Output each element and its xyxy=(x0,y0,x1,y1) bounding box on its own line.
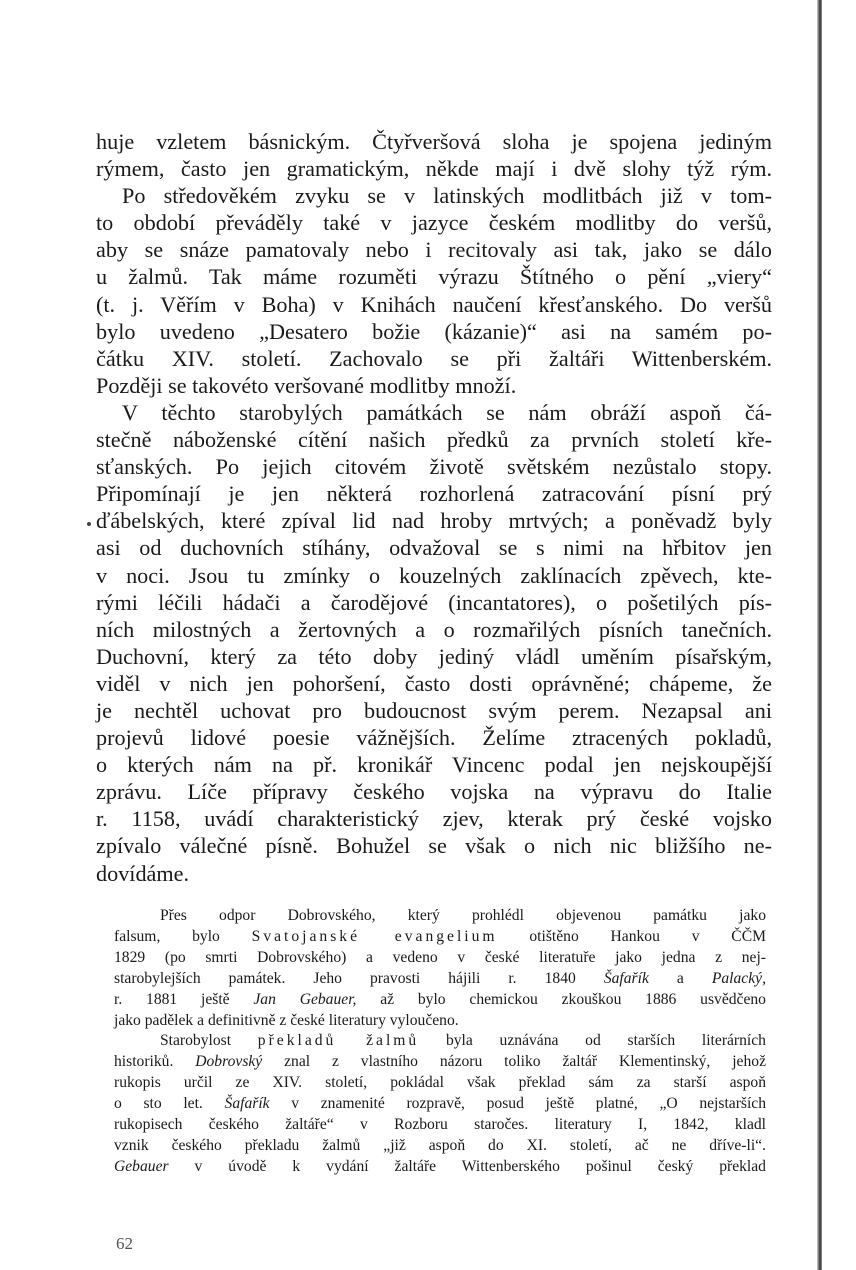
note-line xyxy=(114,927,766,948)
note-text-italic: Dobrovský xyxy=(195,1053,263,1071)
page-number: 62 xyxy=(116,1234,133,1253)
body-line: v noci. Jsou tu zmínky o kouzelných zaklínacích zpěvech, kte- xyxy=(96,562,772,588)
note-text: o sto let. xyxy=(114,1095,203,1113)
note-text: otištěno Hankou v ČČM xyxy=(529,927,766,945)
note-text: r. 1881 ještě xyxy=(114,990,230,1008)
note-text: falsum, bylo xyxy=(114,927,220,945)
body-line: viděl v nich jen pohoršení, často dosti oprávněné; chápeme, že xyxy=(96,670,772,696)
note-text: Starobylost xyxy=(160,1032,232,1050)
body-line: (t. j. Věřím v Boha) v Knihách naučení křesťanského. Do veršů xyxy=(96,291,772,317)
note-text: historiků. xyxy=(114,1053,174,1071)
body-line: projevů lidové poesie vážnějších. Želíme ztracených pokladů, xyxy=(96,725,772,751)
note-text-spaced: překladů žalmů xyxy=(257,1032,420,1050)
body-line: asi od duchovních stíhány, odvažoval se s nimi na hřbitov jen xyxy=(96,535,772,561)
body-line: u žalmů. Tak máme rozuměti výrazu Štítného o pění „viery“ xyxy=(96,264,772,290)
body-line: Duchovní, který za této doby jediný vládl uměním písařským, xyxy=(96,643,772,669)
note-text: starobylejších památek. Jeho pravosti hájili r. 1840 xyxy=(114,969,576,987)
main-text xyxy=(96,128,772,887)
body-line: aby se snáze pamatovaly nebo i recitovaly asi tak, jako se dálo xyxy=(96,237,772,263)
note-text-spaced: Svatojanské evangelium xyxy=(251,927,498,945)
body-line: r. 1158, uvádí charakteristický zjev, kterak prý české vojsko xyxy=(96,806,772,832)
note-text-italic: Gebauer xyxy=(114,1157,169,1175)
body-line: je nechtěl uchovat pro budoucnost svým perem. Nezapsal ani xyxy=(96,697,772,723)
note-line xyxy=(114,1157,766,1178)
note-line: Přes odpor Dobrovského, který prohlédl objevenou památku jako xyxy=(160,907,766,924)
body-line: čátku XIV. století. Zachovalo se při žaltáři Wittenberském. xyxy=(96,345,772,371)
body-line: zprávu. Líče přípravy českého vojska na výpravu do Italie xyxy=(96,779,772,805)
note-line xyxy=(114,969,766,990)
body-line: bylo uvedeno „Desatero božie (kázanie)“ asi na samém po- xyxy=(96,318,772,344)
note-line xyxy=(114,1094,766,1115)
body-line: stečně náboženské cítění našich předků za prvních století křе- xyxy=(96,427,772,453)
body-line: Později se takovéto veršované modlitby množí. xyxy=(96,372,517,398)
note-text: byla uznávána od starších literárních xyxy=(445,1032,766,1050)
note-text-italic: Šafařík xyxy=(224,1095,270,1113)
body-line: to období převáděly také v jazyce českém modlitby do veršů, xyxy=(96,210,772,236)
note-line xyxy=(114,1052,766,1073)
note-line: vznik českého překladu žalmů „již aspoň do XI. století, ač ne dříve-li“. xyxy=(114,1136,766,1154)
body-line: Připomínají je jen některá rozhorlená zatracování písní prý xyxy=(96,481,772,507)
note-line: rukopisech českého žaltáře“ v Rozboru staročes. literatury I, 1842, kladl xyxy=(114,1116,766,1134)
note-text-italic: Šafařík xyxy=(603,969,649,987)
body-line: V těchto starobylých památkách se nám obráží aspoň čá- xyxy=(122,399,772,425)
margin-mark xyxy=(87,522,91,526)
body-line: rýmem, často jen gramatickým, někde mají i dvě slohy týž rým. xyxy=(96,156,772,182)
body-line: huje vzletem básnickým. Čtyřveršová sloha je spojena jediným xyxy=(96,129,772,154)
note-line: jako padělek a definitivně z české literatury vyloučeno. xyxy=(114,1011,459,1029)
note-text: v úvodě k vydání žaltáře Wittenberského pošinul český překlad xyxy=(194,1157,766,1175)
note-text: až bylo chemickou zkouškou 1886 usvědčeno xyxy=(380,990,766,1008)
footnotes xyxy=(114,906,766,1178)
body-line: Po středověkém zvyku se v latinských modlitbách již v tom- xyxy=(122,183,772,209)
note-line: 1829 (po smrti Dobrovského) a vedeno v české literatuře jako jedna z nej- xyxy=(114,948,766,966)
page-edge xyxy=(817,0,822,1270)
note-text: a xyxy=(676,969,684,987)
note-text: znal z vlastního názoru toliko žaltář Klementinský, jehož xyxy=(284,1053,766,1071)
note-line xyxy=(114,990,766,1011)
note-line xyxy=(114,1031,766,1052)
note-text-italic: Palacký, xyxy=(711,969,766,987)
body-line: sťanských. Po jejich citovém životě světském nezůstalo stopy. xyxy=(96,454,772,480)
note-text-italic: Jan Gebauer, xyxy=(253,990,357,1008)
body-line: ních milostných a žertovných a o rozmařilých písních tanečních. xyxy=(96,616,772,642)
body-line: dovídáme. xyxy=(96,860,190,886)
note-text: v znamenité rozpravě, posud ještě platné, „O nejstarších xyxy=(291,1095,767,1113)
body-line: zpívalo válečné písně. Bohužel se však o nich nic bližšího ne- xyxy=(96,833,772,859)
body-line: o kterých nám na př. kronikář Vincenc podal jen nejskoupější xyxy=(96,752,772,778)
note-line: rukopis určil ze XIV. století, pokládal však překlad sám za starší aspoň xyxy=(114,1074,766,1092)
body-line: rými léčili hádači a čarodějové (incantatores), o pošetilých pís- xyxy=(96,589,772,615)
body-line: ďábelských, které zpíval lid nad hroby mrtvých; a poněvadž byly xyxy=(96,508,772,534)
